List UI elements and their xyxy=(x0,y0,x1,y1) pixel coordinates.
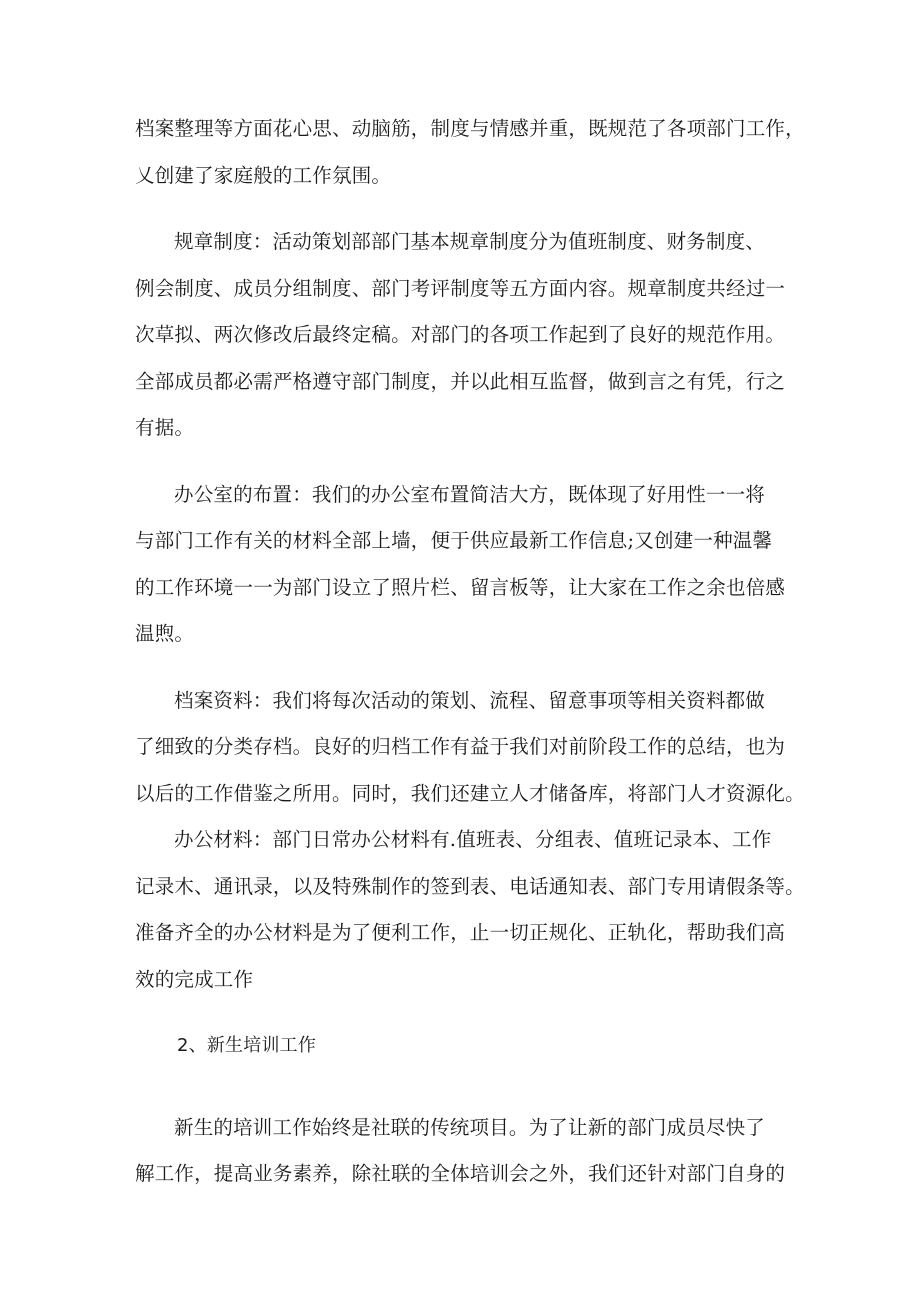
paragraph-gap xyxy=(135,658,792,678)
paragraph-archive-materials xyxy=(135,678,805,818)
paragraph-office-materials xyxy=(135,817,805,1003)
text-line: 乂创建了家庭般的工作氛围。 xyxy=(135,163,392,187)
text-line: 办公材料：部门日常办公材料有.值班表、分组表、值班记录本、工作 xyxy=(174,828,772,851)
text-line: 新生的培训工作始终是社联的传统项目。为了让新的部门成员尽快了 xyxy=(174,1115,766,1139)
text-line: 以后的工作借鉴之所用。同时，我们还建立人才储备库，将部门人才资源化。 xyxy=(135,781,805,805)
text-line: 办公室的布置：我们的办公室布置简洁大方，既体现了好用性一一将 xyxy=(174,482,766,506)
section-gap xyxy=(135,1070,792,1105)
text-line: 准备齐全的办公材料是为了便利工作，止一切正规化、正轨化，帮助我们高 xyxy=(135,921,786,944)
text-line: 效的完成工作 xyxy=(135,967,254,991)
paragraph-archive-intro xyxy=(135,106,805,199)
text-line: 全部成员都必需严格遵守部门制度，并以此相互监督，做到言之有凭，行之 xyxy=(135,369,786,393)
text-line: 有据。 xyxy=(135,416,195,439)
text-line: 规章制度：活动策划部部门基本规章制度分为值班制度、财务制度、 xyxy=(174,230,766,253)
paragraph-gap xyxy=(135,199,792,219)
text-line: 的工作环境一一为部门设立了照片栏、留言板等，让大家在工作之余也倍感 xyxy=(135,575,786,599)
text-line: 档案整理等方面花心思、动脑筋，制度与情感并重，既规范了各项部门工作， xyxy=(135,117,805,140)
paragraph-freshman-training xyxy=(135,1105,792,1198)
text-line: 了细致的分类存档。良好的归档工作有益于我们对前阶段工作的总结，也为 xyxy=(135,735,786,758)
paragraph-office-layout xyxy=(135,472,792,658)
text-line: 与部门工作有关的材料全部上墙，便于供应最新工作信息;又创建一种温馨 xyxy=(135,529,773,552)
text-line: 解工作，提高业务素养，除社联的全体培训会之外，我们还针对部门自身的 xyxy=(135,1162,786,1185)
paragraph-rules xyxy=(135,219,792,452)
text-line: 记录木、通讯录，以及特殊制作的签到表、电话通知表、部门专用请假条等。 xyxy=(135,874,805,898)
section-heading: 2、新生培训工作 xyxy=(177,1035,317,1056)
paragraph-gap xyxy=(135,452,792,472)
text-line: 例会制度、成员分组制度、部门考评制度等五方面内容。规章制度共经过一 xyxy=(135,276,786,300)
text-line: 档案资料：我们将每次活动的策划、流程、留意事项等相关资料都做 xyxy=(174,688,766,712)
paragraph-gap xyxy=(135,1003,792,1023)
text-line: 次草拟、两次修改后最终定稿。对部门的各项工作起到了良好的规范作用。 xyxy=(135,323,786,346)
text-line: 温煦。 xyxy=(135,622,195,645)
document-body xyxy=(135,106,805,1198)
